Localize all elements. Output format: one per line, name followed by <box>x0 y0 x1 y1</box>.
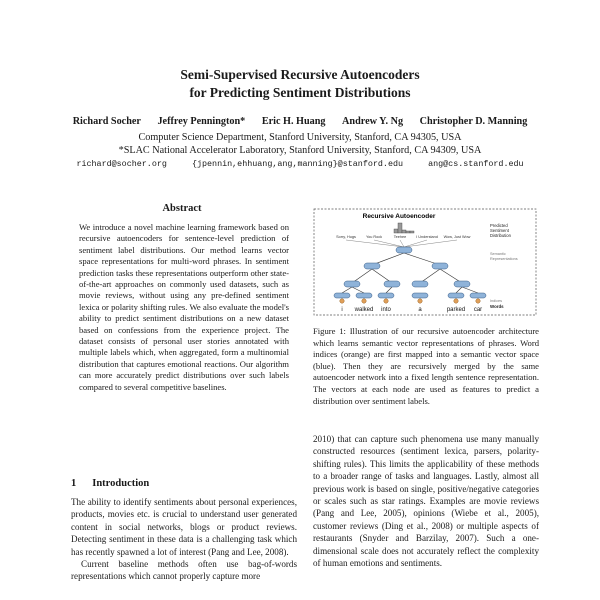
figure-1 <box>312 207 538 319</box>
abstract-text: We introduce a novel machine learning framework based on recursive autoencoders for sentence-level prediction of sentiment label distributions. Our method learns vector space representations for multi-word phrases. In sentiment prediction tasks these representations outperform other state-of-the-art approaches on commonly used datasets, such as movie reviews, without using any pre-defined sentiment lexica or polarity shifting rules. We also evaluate the model's ability to predict sentiment distributions on a new dataset based on confessions from the experience project. The dataset consists of personal user stories annotated with multiple labels which, when aggregated, form a multinomial distribution that captures emotional reactions. Our algorithm can more accurately predict distributions over such labels compared to several competitive baselines. <box>79 222 289 392</box>
author-name: Richard Socher <box>72 116 141 127</box>
word-label: a <box>418 307 422 313</box>
semantic-vector-node <box>432 263 448 269</box>
word-index-node <box>362 299 366 303</box>
word-vector <box>448 293 464 298</box>
paper-title-line-2: for Predicting Sentiment Distributions <box>189 85 411 100</box>
section-title: Introduction <box>92 478 150 489</box>
word-vector <box>412 293 428 298</box>
semantic-vector-node <box>396 247 412 253</box>
distribution-bar <box>406 231 410 233</box>
paragraph: The ability to identify sentiments about personal experiences, products, movies etc. is crucial to understand user generated content in social networks, blogs or product reviews. Detecting sentiment in these data is a challenging task which has recently spawned a lot of interest (Pang and Lee, 2008). <box>71 497 297 557</box>
legend-predicted: Distribution <box>490 233 511 238</box>
affiliation-1: Computer Science Department, Stanford University, Stanford, CA 94305, USA <box>138 132 462 143</box>
sentiment-label: You Rock <box>365 235 383 239</box>
legend-predicted: Sentiment <box>490 228 509 233</box>
legend-words: Words <box>490 304 504 309</box>
distribution-bar <box>402 230 406 233</box>
word-vector <box>334 293 350 298</box>
word-index-node <box>418 299 422 303</box>
affiliation-2: *SLAC National Accelerator Laboratory, Stanford University, Stanford, CA 94309, USA <box>118 145 482 156</box>
author-list <box>0 116 600 127</box>
figure-1-caption: Figure 1: Illustration of our recursive autoencoder architecture which learns semantic vector representations of phrases. Word indices (orange) are first mapped into a semantic vector space (blue). Then they are recursively merged by the same autoencoder network into a fixed length sentence representation. The vectors at each node are used as features to predict a distribution over sentiment labels. <box>313 326 539 406</box>
legend-indices: Indices <box>490 299 503 303</box>
distribution-bar <box>410 231 414 233</box>
word-label: i <box>341 307 343 313</box>
sentiment-label: Teehee <box>393 235 407 239</box>
figure-title: Recursive Autoencoder <box>362 213 436 220</box>
author-name: Jeffrey Pennington* <box>157 116 246 127</box>
paragraph: Current baseline methods often use bag-of-words representations which cannot properly capture more <box>71 559 297 582</box>
introduction-body <box>71 496 297 583</box>
paper-title-line-1: Semi-Supervised Recursive Autoencoders <box>180 67 420 82</box>
semantic-vector-node <box>384 281 400 287</box>
email: {jpennin,ehhuang,ang,manning}@stanford.edu <box>191 159 404 169</box>
sentiment-label: Sorry, Hugs <box>336 235 356 239</box>
word-index-node <box>454 299 458 303</box>
word-vector <box>378 293 394 298</box>
semantic-vector-node <box>364 263 380 269</box>
distribution-bar <box>394 229 398 233</box>
word-index-node <box>340 299 344 303</box>
semantic-vector-node <box>412 281 428 287</box>
author-name: Andrew Y. Ng <box>342 116 404 127</box>
author-emails <box>0 159 600 169</box>
word-index-node <box>384 299 388 303</box>
word-vector <box>356 293 372 298</box>
section-heading-introduction <box>71 478 149 489</box>
sentiment-label: I Understand <box>416 235 438 239</box>
legend-predicted: Predicted <box>490 223 508 228</box>
distribution-bar <box>398 223 402 233</box>
semantic-vector-node <box>454 281 470 287</box>
word-label: into <box>381 307 391 313</box>
legend-semantic: Representations <box>490 257 518 261</box>
abstract-heading: Abstract <box>162 203 202 214</box>
semantic-vector-node <box>344 281 360 287</box>
section-number: 1 <box>71 478 77 489</box>
word-index-node <box>476 299 480 303</box>
author-name: Eric H. Huang <box>261 116 326 127</box>
right-column-text: 2010) that can capture such phenomena use many manually constructed resources (sentiment lexica, parsers, polarity-shifting rules). This limits the applicability of these methods to a broader range of tasks and languages. Lastly, almost all previous work is based on single, positive/negative categories or scales such as star ratings. Examples are movie reviews (Pang and Lee, 2005), opinions (Wiebe et al., 2005), customer reviews (Ding et al., 2008) or multiple aspects of restaurants (Snyder and Barzilay, 2007). Such a one-dimensional scale does not accurately reflect the complexity of human emotions and sentiments. <box>313 434 539 569</box>
email: richard@socher.org <box>76 159 167 169</box>
word-vector <box>470 293 486 298</box>
word-label: parked <box>446 307 466 313</box>
email: ang@cs.stanford.edu <box>428 159 524 169</box>
word-label: car <box>473 307 483 313</box>
rae-diagram <box>312 207 538 319</box>
word-label: walked <box>354 307 374 313</box>
legend-semantic: Semantic <box>490 252 506 256</box>
author-name: Christopher D. Manning <box>419 116 528 127</box>
sentiment-label: Wow, Just Wow <box>443 235 471 239</box>
